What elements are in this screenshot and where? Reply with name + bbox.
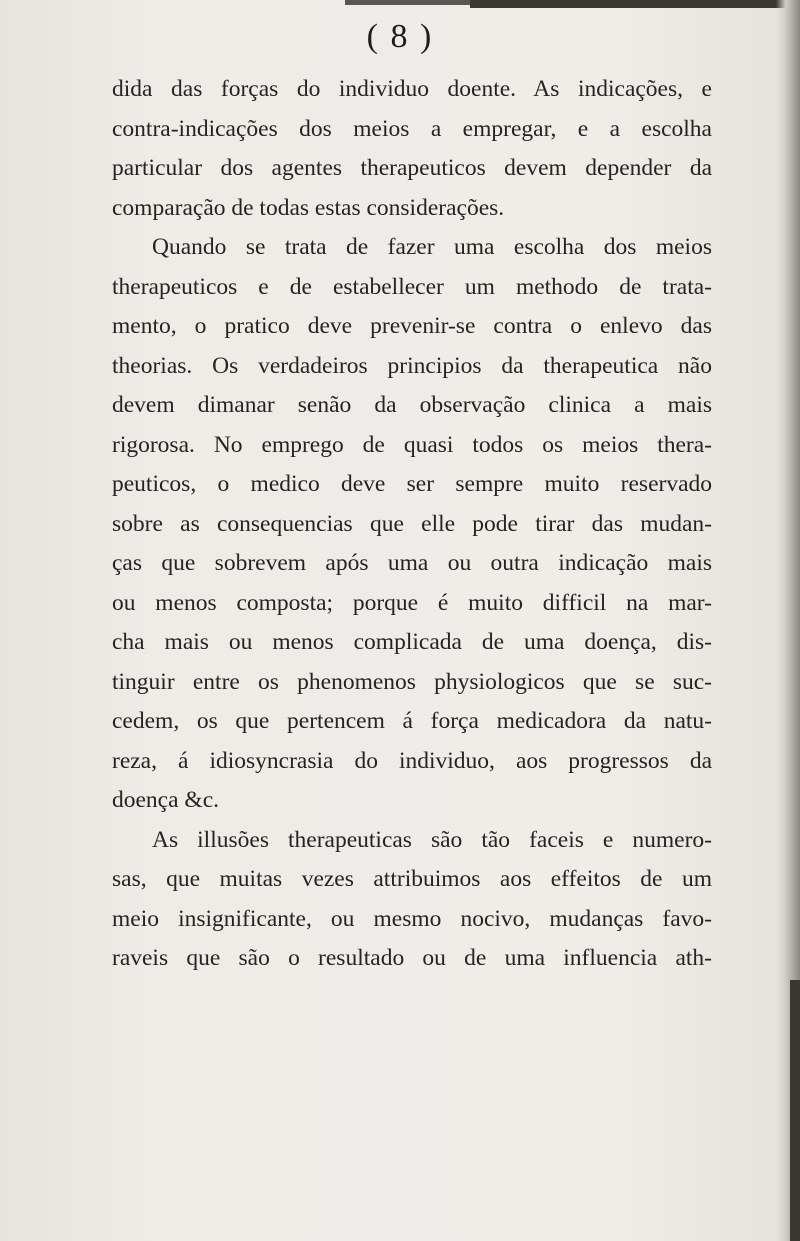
text-line: raveis que são o resultado ou de uma influencia ath- (112, 945, 712, 971)
text-line: ou menos composta; porque é muito difficil na mar- (112, 589, 712, 616)
text-line: theorias. Os verdadeiros principios da therapeutica não (112, 352, 712, 379)
text-line: reza, á idiosyncrasia do individuo, aos progressos da (112, 747, 712, 774)
text-line: rigorosa. No emprego de quasi todos os meios thera- (112, 431, 712, 458)
text-line: ças que sobrevem após uma ou outra indicação mais (112, 550, 712, 576)
text-line: doença &c. (112, 787, 220, 813)
text-line: mento, o pratico deve prevenir-se contra o enlevo das (112, 313, 712, 339)
text-line: sobre as consequencias que elle pode tirar das mudan- (112, 510, 712, 537)
body-text (112, 70, 712, 979)
text-line: cha mais ou menos complicada de uma doença, dis- (112, 629, 712, 655)
text-line: dida das forças do individuo doente. As indicações, e (112, 76, 712, 102)
text-line: sas, que muitas vezes attribuimos aos effeitos de um (112, 866, 712, 892)
text-line: cedem, os que pertencem á força medicadora da natu- (112, 708, 712, 734)
text-line: tinguir entre os phenomenos physiologicos que se suc- (112, 668, 712, 695)
text-line: particular dos agentes therapeuticos devem depender da (112, 155, 712, 181)
top-edge-dark (470, 0, 800, 8)
page-number: ( 8 ) (366, 18, 434, 55)
text-line: therapeuticos e de estabellecer um methodo de trata- (112, 273, 712, 300)
binding-edge (790, 980, 800, 1241)
text-line: Quando se trata de fazer uma escolha dos meios (152, 234, 712, 260)
text-line: As illusões therapeuticas são tão faceis e numero- (152, 826, 712, 853)
text-line: contra-indicações dos meios a empregar, e a escolha (112, 115, 712, 142)
text-line: comparação de todas estas considerações. (112, 194, 505, 221)
text-line: devem dimanar senão da observação clinica a mais (112, 392, 712, 418)
text-line: meio insignificante, ou mesmo nocivo, mudanças favo- (112, 905, 712, 932)
text-line: peuticos, o medico deve ser sempre muito reservado (112, 471, 712, 497)
